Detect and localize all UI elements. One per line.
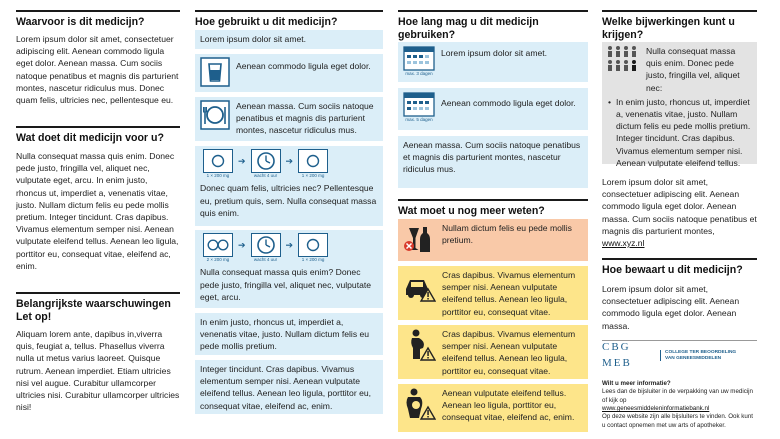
section-header-usage [195, 10, 383, 29]
cbg-meb-logo-icon: CBG MEB [602, 340, 632, 369]
warning-driving [398, 266, 588, 320]
arrow-right-icon: ➔ [238, 240, 246, 250]
warning-text-breastfeeding: Aenean vulputate eleifend tellus. Aenean leo ligula, porttitor eu, consequat vitae, eleifend ac, enim. [442, 388, 575, 423]
text-bewaart: Lorem ipsum dolor sit amet, consectetuer adipiscing elit. Aenean commodo ligula eget dolor. Aenean massa. [602, 284, 740, 331]
wait-step-1: wacht 4 uur [248, 149, 284, 179]
text-wat-doet: Nulla consequat massa quis enim. Donec pede justo, fringilla vel, aliquet nec, vulputate eget, arcu. In enim justo, rhoncus ut, imperdiet a, venenatis vitae, justo. Nullam dictum felis eu pede mollis pretium. Integer tincidunt. Cras dapibus. Vivamus elementum semper nisi. Aenean vulputate eleifend tellus. Aenean leo ligula, porttitor eu, consequat vitae, eleifend ac, enim. [16, 151, 179, 271]
dose-schedule-2 [200, 233, 378, 263]
duration-box-3 [398, 136, 588, 188]
usage-text-1: Lorem ipsum dolor sit amet. [200, 34, 307, 44]
calendar-5-days: max. 5 dagen [403, 91, 435, 123]
usage-text-4: Donec quam felis, ultricies nec? Pellentesque eu, pretium quis, sem. Nulla consequat massa quis enim. [200, 183, 377, 218]
usage-text-2: Aenean commodo ligula eget dolor. [236, 61, 371, 71]
more-info-heading: Wilt u meer informatie? [602, 380, 671, 387]
side-effects-report: Lorem ipsum dolor sit amet, consectetuer adipiscing elit. Aenean commodo ligula eget dolor. Aenean massa. Cum sociis natoque penatibus et magnis dis parturient montes, www.xyz.nl [602, 177, 757, 249]
xyz-link[interactable]: www.xyz.nl [602, 238, 645, 249]
section-header-more-info [398, 199, 588, 218]
arrow-right-icon: ➔ [238, 156, 246, 166]
dose-step-2: 1 × 200 mg [295, 149, 331, 179]
warning-text-pregnancy: Cras dapibus. Vivamus elementum semper nisi. Aenean vulputate eleifend tellus. Aenean leo ligula, porttitor eu, consequat vitae. [442, 329, 576, 376]
duration-box-2 [398, 88, 588, 130]
arrow-right-icon: ➔ [285, 156, 294, 166]
duration-text-3: Aenean massa. Cum sociis natoque penatibus et magnis dis parturient montes, nascetur ridiculus mus. [403, 140, 581, 175]
section-header-effect [16, 126, 180, 145]
side-effects-text-2: In enim justo, rhoncus ut, imperdiet a, venenatis vitae, justo. Nullam dictum felis eu pede mollis pretium. Integer tincidunt. Cras dapibus. Vivamus elementum semper nisi. Aenean vulputate eleifend tellus. [616, 96, 751, 168]
heading-wat-doet: Wat doet dit medicijn voor u? [16, 132, 164, 144]
pregnancy-warning-icon [402, 328, 436, 362]
usage-box-dose-2 [195, 230, 383, 308]
pill-icon [298, 149, 328, 173]
section-header-duration [398, 10, 588, 42]
section-header-warnings [16, 292, 180, 324]
heading-hoe-lang: Hoe lang mag u dit medicijn gebruiken? [398, 16, 539, 42]
dose-step-4: 1 × 200 mg [295, 233, 331, 263]
heading-waarvoor: Waarvoor is dit medicijn? [16, 16, 145, 28]
column-purpose [16, 0, 180, 439]
usage-box-7 [195, 360, 383, 414]
dose-schedule-1 [200, 149, 378, 179]
usage-box-1 [195, 30, 383, 49]
section-header-purpose [16, 10, 180, 29]
car-warning-icon [402, 269, 436, 303]
dose-step-3: 2 × 200 mg [200, 233, 236, 263]
usage-text-5: Nulla consequat massa quis enim? Donec pede justo, fringilla vel, aliquet nec, vulputate eget, arcu. [200, 267, 372, 302]
heading-wat-moet: Wat moet u nog meer weten? [398, 205, 545, 217]
plate-cutlery-icon [200, 100, 230, 133]
usage-text-7: Integer tincidunt. Cras dapibus. Vivamus elementum semper nisi. Aenean vulputate eleifend tellus. Aenean leo ligula, porttitor eu, consequat vitae, eleifend ac, enim. [200, 364, 372, 411]
calendar-icon [403, 91, 435, 117]
heading-waarschuwingen: Belangrijkste waarschuwingen Let op! [16, 298, 171, 324]
info-bank-link[interactable]: www.geneesmiddeleninformatiebank.nl [602, 405, 710, 413]
duration-text-1: Lorem ipsum dolor sit amet. [441, 48, 548, 58]
dose-step-1: 1 × 200 mg [200, 149, 236, 179]
calendar-3-days: max. 3 dagen [403, 45, 435, 77]
wait-step-2: wacht 4 uur [248, 233, 284, 263]
pill-icon [203, 149, 233, 173]
calendar-icon [403, 45, 435, 71]
more-info-block [602, 380, 757, 430]
side-effects-text-1: Nulla consequat massa quis enim. Donec pede justo, fringilla vel, aliquet nec: [646, 46, 740, 93]
usage-box-3 [195, 97, 383, 141]
duration-box-1 [398, 42, 588, 82]
warning-alcohol [398, 219, 588, 261]
more-info-text-1: Lees dan de bijsluiter in de verpakking van uw medicijn of kijk op [602, 388, 753, 404]
two-pills-icon [203, 233, 233, 257]
text-waarvoor: Lorem ipsum dolor sit amet, consectetuer adipiscing elit. Aenean commodo ligula eget dolor. Aenean massa. Cum sociis natoque penatibus et magnis dis parturient montes, nascetur ridiculus mus. Donec quam felis, ultricies nec, pellentesque eu. [16, 34, 179, 106]
no-alcohol-icon [402, 222, 436, 256]
column-side-effects [602, 0, 757, 439]
cbg-logo [602, 340, 757, 369]
usage-text-6: In enim justo, rhoncus ut, imperdiet a, venenatis vitae, justo. Nullam dictum felis eu pede mollis pretium. [200, 317, 370, 352]
section-header-side-effects [602, 10, 757, 42]
text-waarschuwingen: Aliquam lorem ante, dapibus in,viverra quis, feugiat a, tellus. Phasellus viverra nulla ut metus varius laoreet. Quisque rutrum. Aenean imperdiet. Etiam ultricies nisi vel augue. Curabitur ullamcorper ultricies nisi. Curabitur ullamcorper ultricies nisi! [16, 329, 180, 413]
people-group-icon [606, 45, 640, 76]
cbg-logo-text: COLLEGE TER BEOORDELING VAN GENEESMIDDELEN [660, 350, 740, 362]
heading-hoe-gebruikt: Hoe gebruikt u dit medicijn? [195, 16, 338, 28]
duration-text-2: Aenean commodo ligula eget dolor. [441, 98, 576, 108]
usage-text-3: Aenean massa. Cum sociis natoque penatibus et magnis dis parturient montes, nascetur ridiculus mus. [236, 101, 374, 136]
heading-bijwerkingen: Welke bijwerkingen kunt u krijgen? [602, 16, 735, 42]
water-glass-icon [200, 57, 230, 90]
usage-box-2 [195, 54, 383, 92]
pill-icon [298, 233, 328, 257]
arrow-right-icon: ➔ [285, 240, 294, 250]
clock-icon [251, 233, 281, 257]
clock-icon [251, 149, 281, 173]
warning-pregnancy [398, 325, 588, 379]
warning-text-alcohol: Nullam dictum felis eu pede mollis pretium. [442, 223, 572, 246]
warning-text-driving: Cras dapibus. Vivamus elementum semper nisi. Aenean vulputate eleifend tellus. Aenean leo ligula, porttitor eu, consequat vitae. [442, 270, 576, 317]
more-info-text-2: Op deze website zijn alle bijsluiters te vinden. Ook kunt u contact opnemen met uw arts of apotheker. [602, 413, 753, 429]
side-effects-intro [602, 42, 757, 94]
section-header-storage [602, 258, 757, 277]
warning-breastfeeding [398, 384, 588, 432]
breastfeeding-warning-icon [402, 387, 436, 421]
usage-box-dose-1 [195, 146, 383, 226]
usage-box-6 [195, 313, 383, 355]
heading-bewaart: Hoe bewaart u dit medicijn? [602, 264, 743, 276]
side-effects-bullet: • In enim justo, rhoncus ut, imperdiet a, venenatis vitae, justo. Nullam dictum felis eu pede mollis pretium. Integer tincidunt. Cras dapibus. Vivamus elementum semper nisi. Aenean vulputate eleifend tellus. [602, 94, 757, 169]
column-usage [195, 0, 383, 439]
side-effects-box [602, 42, 757, 168]
column-duration [398, 0, 588, 439]
